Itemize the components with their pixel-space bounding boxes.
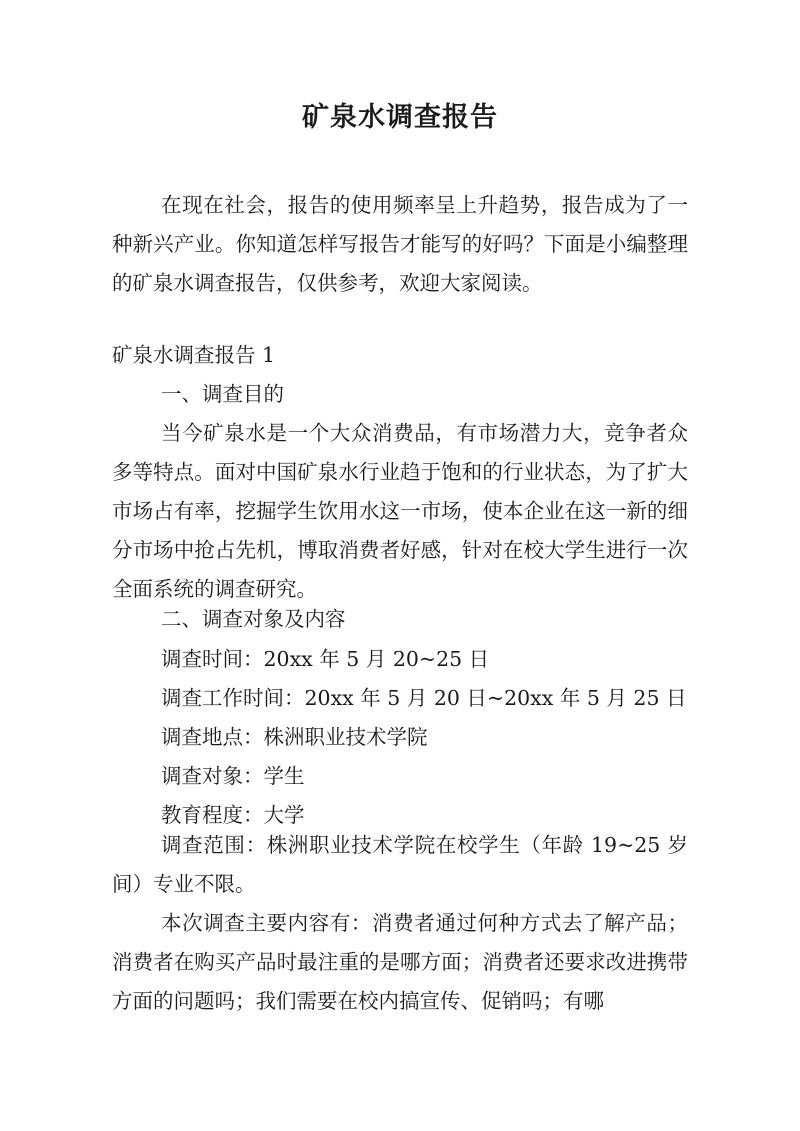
report-heading: 矿泉水调查报告 1 [112,343,276,367]
intro-paragraph: 在现在社会，报告的使用频率呈上升趋势，报告成为了一种新兴产业。你知道怎样写报告才能写的好吗？下面是小编整理的矿泉水调查报告，仅供参考，欢迎大家阅读。 [112,193,688,295]
content-paragraph: 本次调查主要内容有：消费者通过何种方式去了解产品；消费者在购买产品时最注重的是哪方面；消费者还要求改进携带方面的问题吗；我们需要在校内搞宣传、促销吗；有哪 [112,911,688,1013]
section1-heading: 一、调查目的 [161,382,284,406]
document-title: 矿泉水调查报告 [302,102,498,133]
survey-time-line: 调查时间：20xx 年 5 月 20~25 日 [161,647,490,671]
subjects-line: 调查对象：学生 [161,764,305,788]
education-line: 教育程度：大学 [161,803,305,827]
section1-body: 当今矿泉水是一个大众消费品，有市场潜力大，竞争者众多等特点。面对中国矿泉水行业趋于饱和的行业状态，为了扩大市场占有率，挖掘学生饮用水这一市场，使本企业在这一新的细分市场中抢占先机，博取消费者好感，针对在校大学生进行一次全面系统的调查研究。 [112,421,688,601]
scope-paragraph: 调查范围：株洲职业技术学院在校学生（年龄 19~25 岁间）专业不限。 [112,833,688,896]
work-time-line: 调查工作时间：20xx 年 5 月 20 日~20xx 年 5 月 25 日 [161,686,687,710]
location-line: 调查地点：株洲职业技术学院 [161,725,428,749]
section2-heading: 二、调查对象及内容 [161,607,346,631]
